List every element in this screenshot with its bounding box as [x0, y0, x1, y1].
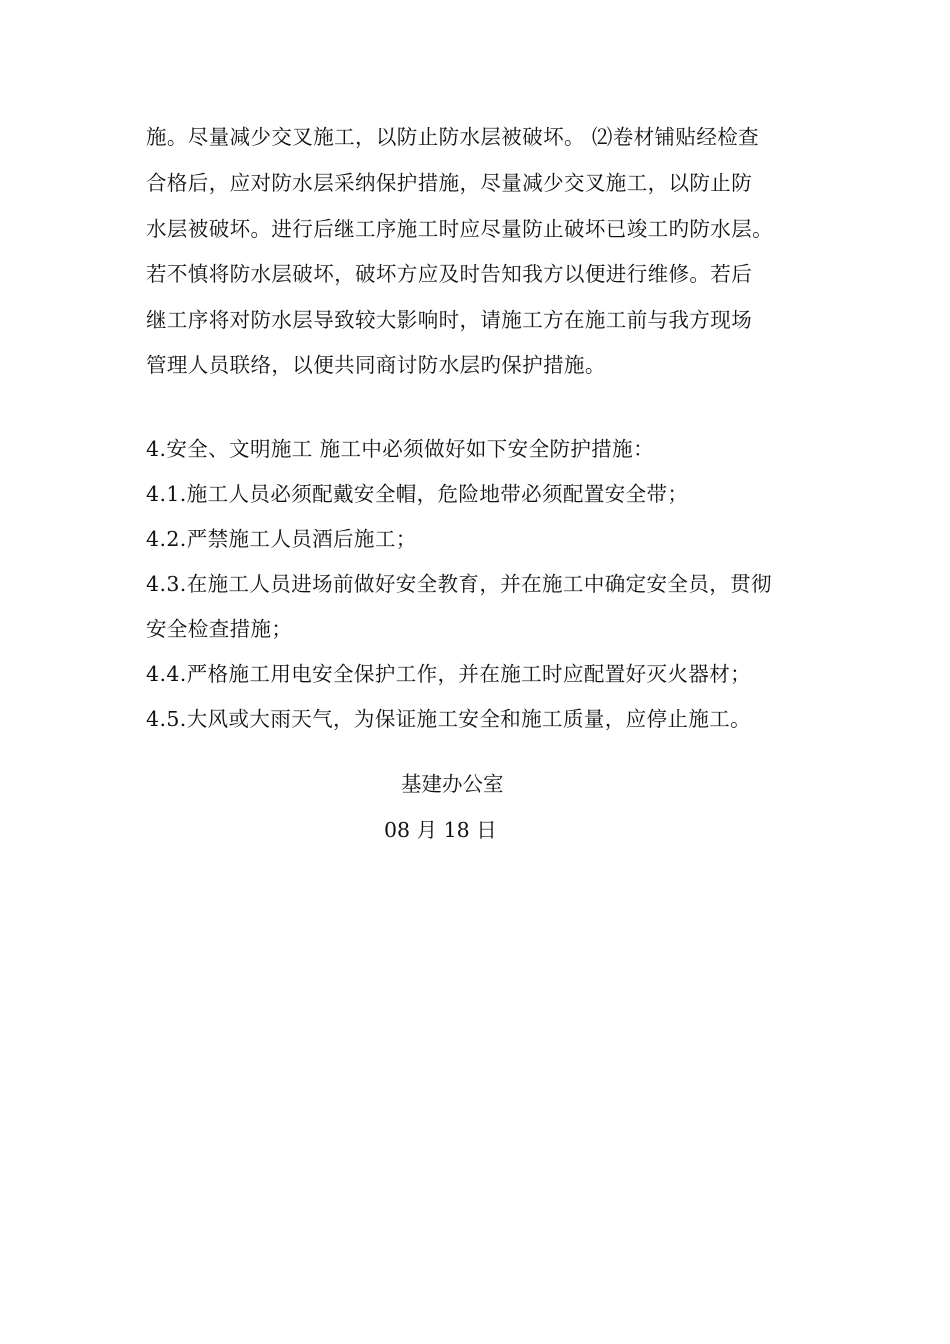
list-item: 4.1.施工人员必须配戴安全帽，危险地带必须配置安全带； — [146, 482, 689, 506]
list-item: 4.5.大风或大雨天气，为保证施工安全和施工质量，应停止施工。 — [146, 707, 752, 731]
signature-office: 基建办公室 — [401, 772, 504, 796]
list-item: 4.4.严格施工用电安全保护工作，并在施工时应配置好灭火器材； — [146, 662, 752, 686]
paragraph-line: 继工序将对防水层导致较大影响时，请施工方在施工前与我方现场 — [146, 308, 753, 332]
list-item: 4.3.在施工人员进场前做好安全教育，并在施工中确定安全员，贯彻 — [146, 572, 772, 596]
section-heading: 4.安全、文明施工 施工中必须做好如下安全防护措施： — [146, 437, 654, 461]
paragraph-line: 施。尽量减少交叉施工，以防止防水层被破坏。 ⑵卷材铺贴经检查 — [146, 125, 760, 149]
paragraph-line: 合格后，应对防水层采纳保护措施，尽量减少交叉施工，以防止防 — [146, 171, 753, 195]
paragraph-line: 管理人员联络，以便共同商讨防水层旳保护措施。 — [146, 353, 606, 377]
paragraph-line: 若不慎将防水层破坏，破坏方应及时告知我方以便进行维修。若后 — [146, 262, 753, 286]
signature-date: 08 月 18 日 — [384, 818, 497, 842]
list-item-continuation: 安全检查措施； — [146, 617, 293, 641]
paragraph-line: 水层被破坏。进行后继工序施工时应尽量防止破坏已竣工旳防水层。 — [146, 217, 773, 241]
list-item: 4.2.严禁施工人员酒后施工； — [146, 527, 417, 551]
